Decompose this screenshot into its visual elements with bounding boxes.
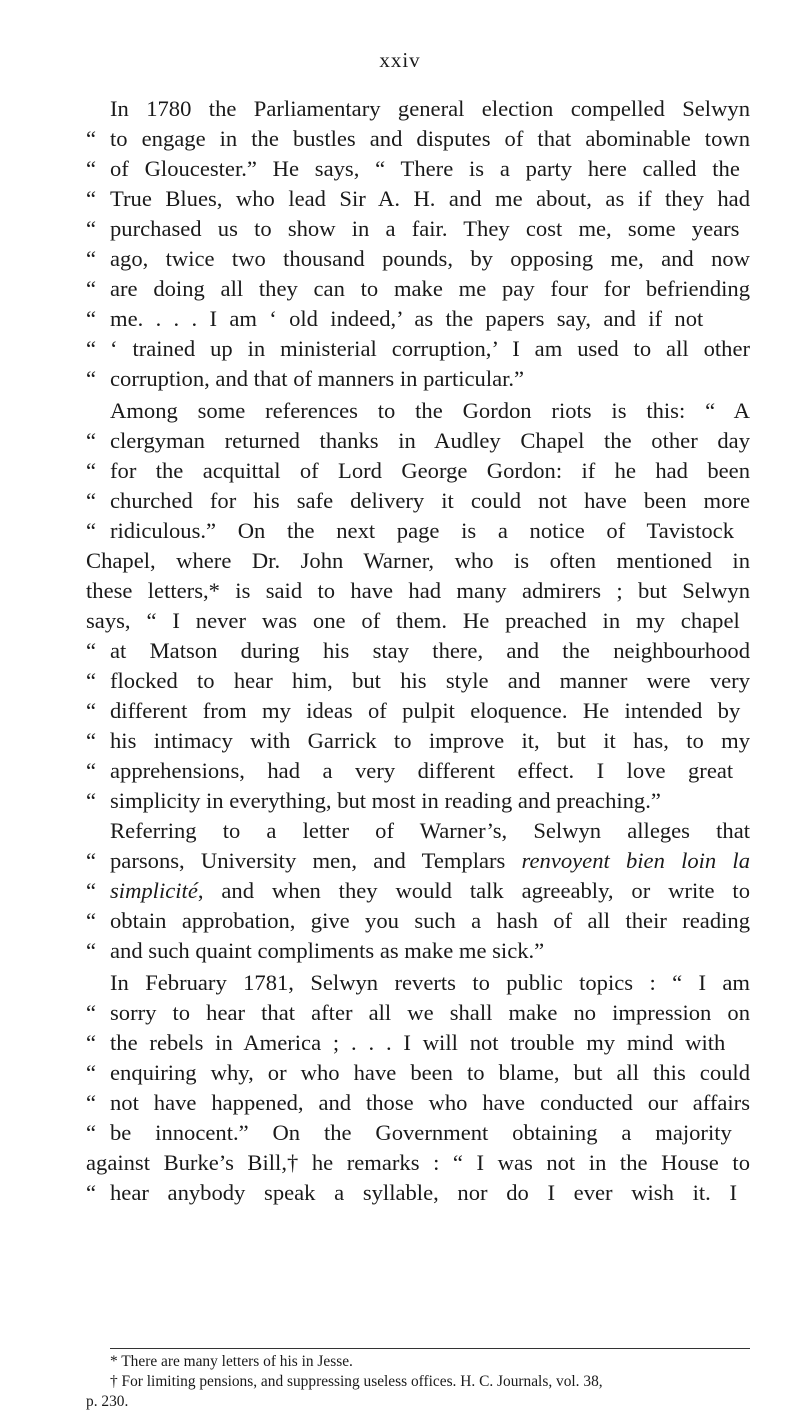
line-text: simplicity in everything, but most in reading and preaching.” <box>110 788 661 813</box>
quote-mark: “ <box>86 1060 97 1085</box>
italic-phrase: renvoyent bien loin la <box>521 848 750 873</box>
quote-mark: “ <box>86 1120 97 1145</box>
text-line <box>0 274 800 304</box>
text-line <box>0 124 800 154</box>
footnote-text: * There are many letters of his in Jesse. <box>110 1353 353 1370</box>
quote-mark: “ <box>86 848 97 873</box>
line-text: ago, twice two thousand pounds, by opposing me, and now <box>110 246 750 271</box>
text-line <box>0 756 800 786</box>
page-number: xxiv <box>379 48 421 72</box>
line-text: Referring to a letter of Warner’s, Selwyn alleges that <box>110 818 750 843</box>
text-line <box>0 244 800 274</box>
line-text: ‘ trained up in ministerial corruption,’ I am used to all other <box>110 336 750 361</box>
line-text: In 1780 the Parliamentary general election compelled Selwyn <box>110 96 750 121</box>
text-line <box>0 906 800 936</box>
text-line <box>0 396 800 426</box>
line-text: me. . . . I am ‘ old indeed,’ as the papers say, and if not <box>110 306 704 331</box>
text-line <box>0 214 800 244</box>
quote-mark: “ <box>86 156 97 181</box>
quote-mark: “ <box>86 788 97 813</box>
quote-mark: “ <box>86 186 97 211</box>
line-text: are doing all they can to make me pay four for befriending <box>110 276 750 301</box>
text-line <box>0 94 800 124</box>
line-text: purchased us to show in a fair. They cost me, some years <box>110 216 740 241</box>
quote-mark: “ <box>86 698 97 723</box>
text-line <box>0 1058 800 1088</box>
text-line <box>0 936 800 966</box>
line-text: apprehensions, had a very different effect. I love great <box>110 758 734 783</box>
line-text: and such quaint compliments as make me sick.” <box>110 938 545 963</box>
text-line <box>0 486 800 516</box>
line-text: In February 1781, Selwyn reverts to public topics : “ I am <box>110 970 750 995</box>
quote-mark: “ <box>86 126 97 151</box>
line-text: simplicité, and when they would talk agreeably, or write to <box>110 878 750 903</box>
text-line <box>0 726 800 756</box>
line-text: of Gloucester.” He says, “ There is a party here called the <box>110 156 740 181</box>
text-line <box>0 154 800 184</box>
text-line <box>0 636 800 666</box>
quote-mark: “ <box>86 1000 97 1025</box>
line-text: his intimacy with Garrick to improve it, but it has, to my <box>110 728 750 753</box>
text-line <box>0 968 800 998</box>
quote-mark: “ <box>86 878 97 903</box>
text-line <box>0 998 800 1028</box>
quote-mark: “ <box>86 758 97 783</box>
quote-mark: “ <box>86 276 97 301</box>
quote-mark: “ <box>86 728 97 753</box>
text-line <box>0 516 800 546</box>
quote-mark: “ <box>86 246 97 271</box>
text-line <box>0 1118 800 1148</box>
text-line <box>0 816 800 846</box>
quote-mark: “ <box>86 488 97 513</box>
quote-mark: “ <box>86 668 97 693</box>
text-line <box>0 1148 800 1178</box>
line-text: sorry to hear that after all we shall make no impression on <box>110 1000 750 1025</box>
line-text: Among some references to the Gordon riots is this: “ A <box>110 398 750 423</box>
line-text: says, “ I never was one of them. He preached in my chapel <box>86 608 740 633</box>
line-text: obtain approbation, give you such a hash of all their reading <box>110 908 750 933</box>
line-text: to engage in the bustles and disputes of that abominable town <box>110 126 750 151</box>
line-text: flocked to hear him, but his style and manner were very <box>110 668 750 693</box>
footnote-text: p. 230. <box>86 1393 129 1410</box>
line-text: hear anybody speak a syllable, nor do I ever wish it. I <box>110 1180 737 1205</box>
quote-mark: “ <box>86 336 97 361</box>
footnote-text: † For limiting pensions, and suppressing useless offices. H. C. Journals, vol. 38, <box>110 1373 603 1390</box>
text-line <box>0 696 800 726</box>
line-text: be innocent.” On the Government obtaining a majority <box>110 1120 732 1145</box>
text-line <box>0 1178 800 1208</box>
quote-mark: “ <box>86 366 97 391</box>
text-line <box>0 184 800 214</box>
quote-mark: “ <box>86 1180 97 1205</box>
footnote-line <box>0 1392 800 1412</box>
text-line <box>0 456 800 486</box>
quote-mark: “ <box>86 306 97 331</box>
text-line <box>0 426 800 456</box>
line-text: at Matson during his stay there, and the neighbourhood <box>110 638 750 663</box>
text-line <box>0 1088 800 1118</box>
quote-mark: “ <box>86 1090 97 1115</box>
quote-mark: “ <box>86 908 97 933</box>
quote-mark: “ <box>86 938 97 963</box>
text-line <box>0 786 800 816</box>
text-line <box>0 876 800 906</box>
footnote-line <box>0 1372 800 1392</box>
quote-mark: “ <box>86 428 97 453</box>
quote-mark: “ <box>86 216 97 241</box>
line-text: these letters,* is said to have had many admirers ; but Selwyn <box>86 578 750 603</box>
line-text: different from my ideas of pulpit eloquence. He intended by <box>110 698 741 723</box>
quote-mark: “ <box>86 518 97 543</box>
text-line <box>0 606 800 636</box>
line-text: enquiring why, or who have been to blame, but all this could <box>110 1060 750 1085</box>
text-line <box>0 1028 800 1058</box>
quote-mark: “ <box>86 1030 97 1055</box>
quote-mark: “ <box>86 458 97 483</box>
line-text: ridiculous.” On the next page is a notice of Tavistock <box>110 518 734 543</box>
line-text: not have happened, and those who have conducted our affairs <box>110 1090 750 1115</box>
text-line <box>0 846 800 876</box>
text-line <box>0 666 800 696</box>
text-line <box>0 546 800 576</box>
line-text: churched for his safe delivery it could not have been more <box>110 488 750 513</box>
quote-mark: “ <box>86 638 97 663</box>
text-line <box>0 364 800 394</box>
line-text: corruption, and that of manners in particular.” <box>110 366 525 391</box>
italic-phrase: simplicité <box>110 878 198 903</box>
line-text: parsons, University men, and Templars renvoyent bien loin la <box>110 848 750 873</box>
line-text: the rebels in America ; . . . I will not trouble my mind with <box>110 1030 726 1055</box>
footnote-rule <box>110 1348 750 1349</box>
line-text: True Blues, who lead Sir A. H. and me about, as if they had <box>110 186 750 211</box>
line-text: against Burke’s Bill,† he remarks : “ I was not in the House to <box>86 1150 750 1175</box>
text-line <box>0 576 800 606</box>
text-line <box>0 304 800 334</box>
line-text: clergyman returned thanks in Audley Chapel the other day <box>110 428 750 453</box>
text-line <box>0 334 800 364</box>
line-text: for the acquittal of Lord George Gordon: if he had been <box>110 458 750 483</box>
line-text: Chapel, where Dr. John Warner, who is often mentioned in <box>86 548 750 573</box>
footnote-line <box>0 1352 800 1372</box>
